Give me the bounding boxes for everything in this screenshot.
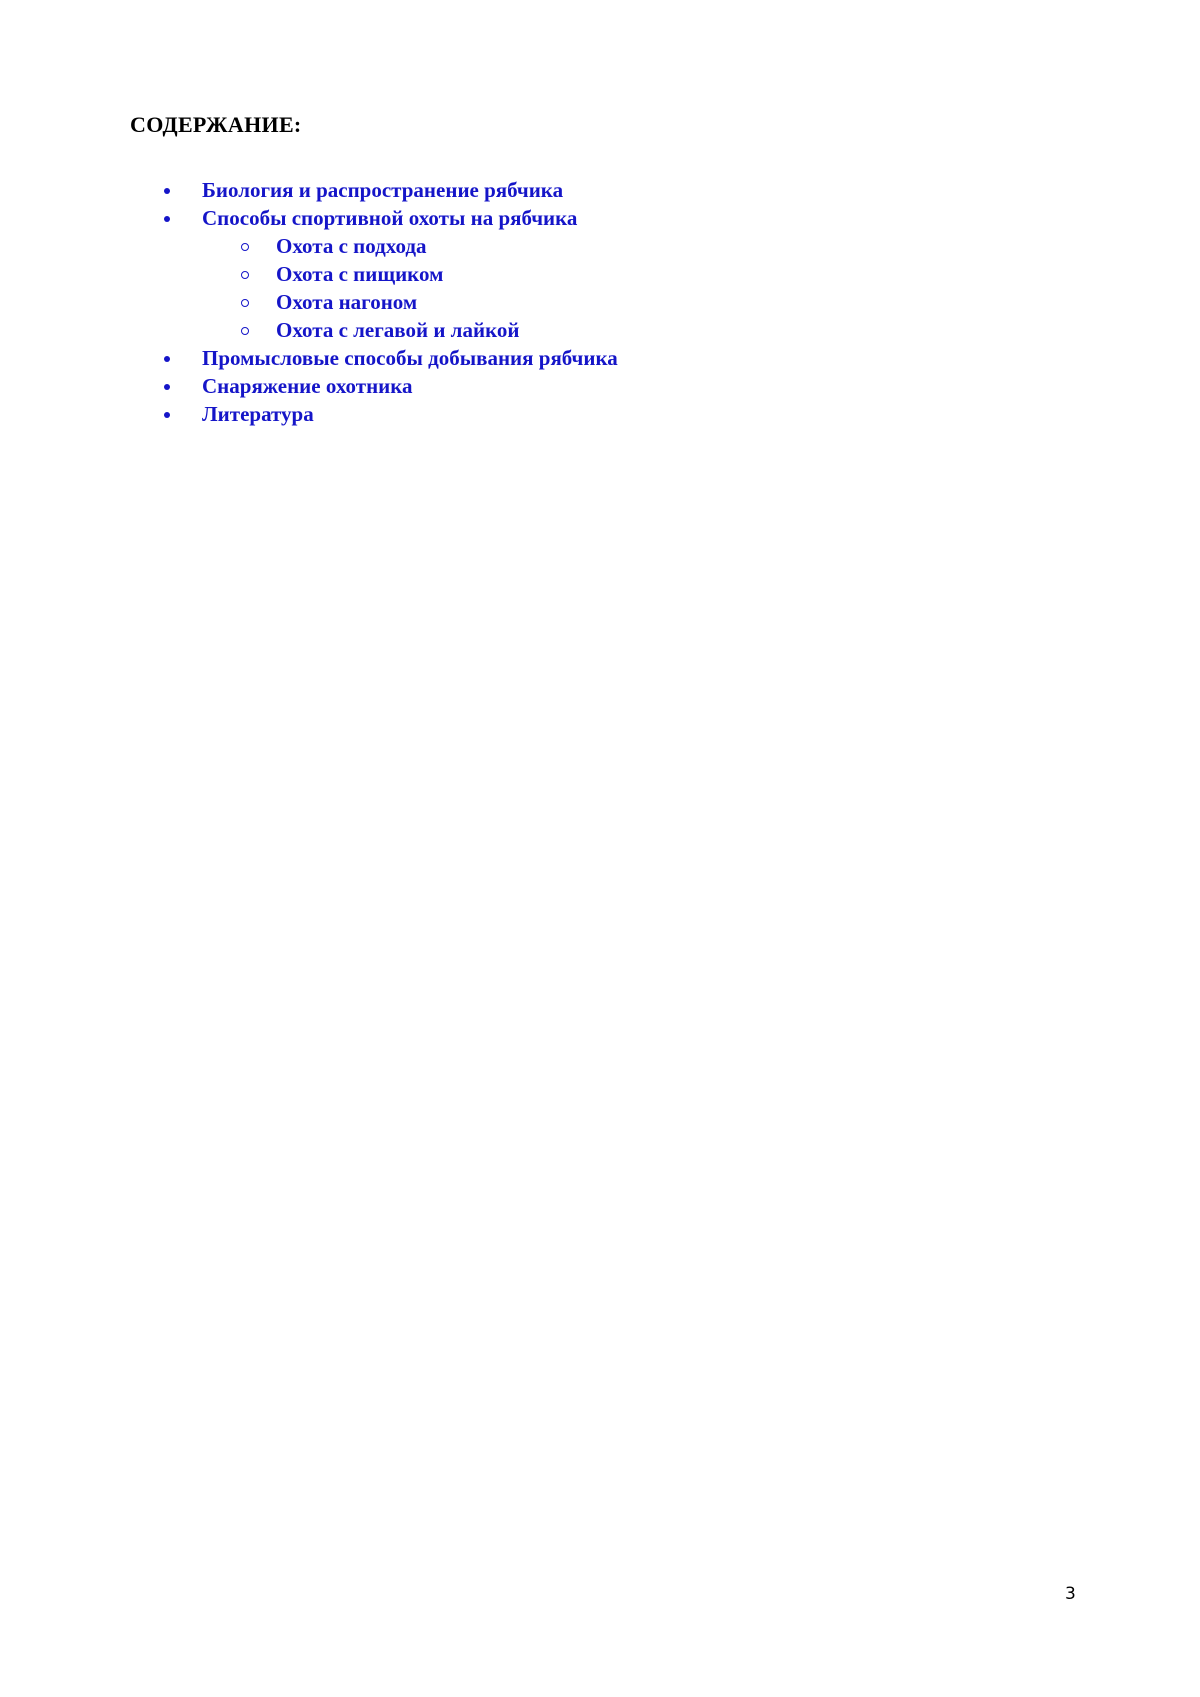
toc-link-literature[interactable]: Литература: [202, 402, 314, 426]
page-number: 3: [1065, 1584, 1076, 1604]
toc-link-sport-hunting[interactable]: Способы спортивной охоты на рябчика: [202, 206, 578, 230]
toc-link-biology[interactable]: Биология и распространение рябчика: [202, 178, 564, 202]
toc-link-drive-hunting[interactable]: Охота нагоном: [276, 290, 418, 314]
toc-link-commercial[interactable]: Промысловые способы добывания рябчика: [202, 346, 618, 370]
toc-heading: СОДЕРЖАНИЕ:: [130, 112, 302, 137]
toc-link-stalking[interactable]: Охота с подхода: [276, 234, 427, 258]
toc-link-decoy-whistle[interactable]: Охота с пищиком: [276, 262, 444, 286]
toc-link-dog-hunting[interactable]: Охота с легавой и лайкой: [276, 318, 520, 342]
toc-link-equipment[interactable]: Снаряжение охотника: [202, 374, 413, 398]
